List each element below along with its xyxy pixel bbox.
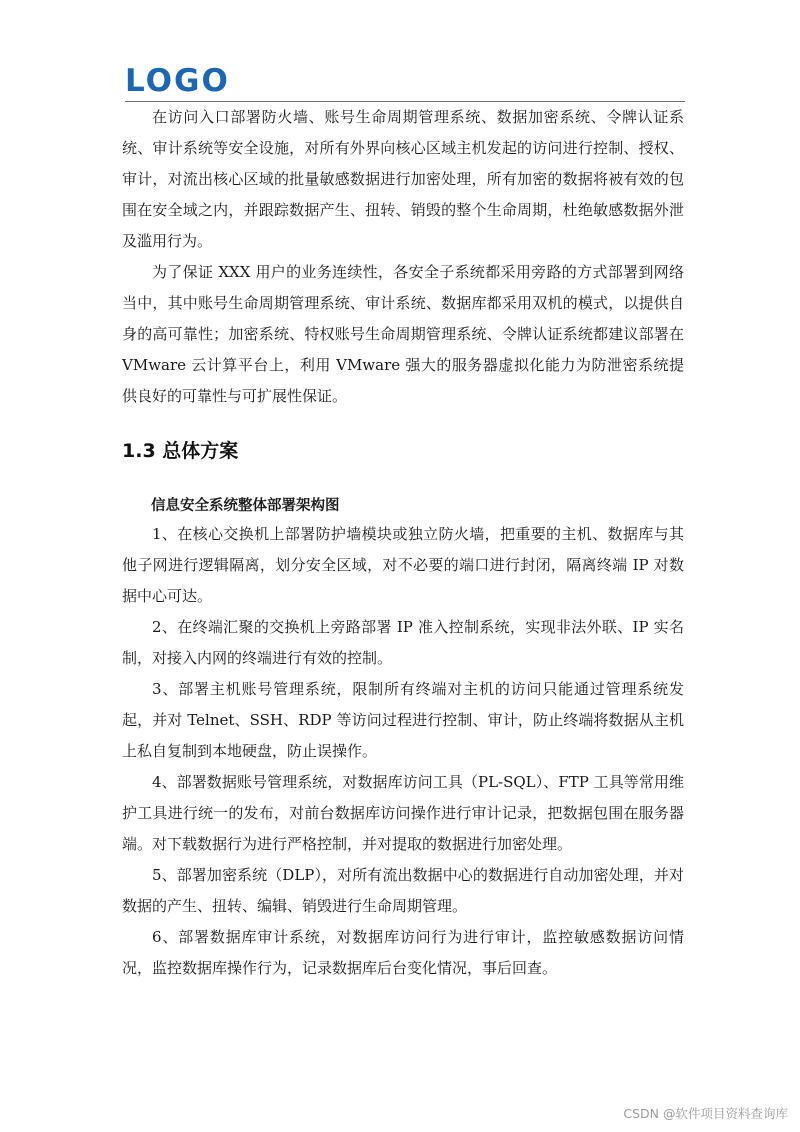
document-body [122, 102, 684, 984]
list-item: 5、部署加密系统（DLP），对所有流出数据中心的数据进行自动加密处理，并对数据的产生、扭转、编辑、销毁进行生命周期管理。 [122, 866, 684, 915]
list-item: 4、部署数据账号管理系统，对数据库访问工具（PL-SQL）、FTP 工具等常用维护工具进行统一的发布，对前台数据库访问操作进行审计记录，把数据包围在服务器端。对下载数据行为进行严格控制，并对提取的数据进行加密处理。 [122, 773, 684, 853]
page-header [125, 60, 685, 102]
list-item: 2、在终端汇聚的交换机上旁路部署 IP 准入控制系统，实现非法外联、IP 实名制，对接入内网的终端进行有效的控制。 [122, 618, 684, 667]
list-item: 6、部署数据库审计系统，对数据库访问行为进行审计，监控敏感数据访问情况，监控数据库操作行为，记录数据库后台变化情况，事后回查。 [122, 928, 684, 977]
section-title: 1.3 总体方案 [122, 440, 239, 462]
logo: LOGO [125, 63, 230, 99]
list-item: 3、部署主机账号管理系统，限制所有终端对主机的访问只能通过管理系统发起，并对 Telnet、SSH、RDP 等访问过程进行控制、审计，防止终端将数据从主机上私自复制到本地硬盘，防止误操作。 [122, 680, 684, 760]
intro-paragraph-1: 在访问入口部署防火墙、账号生命周期管理系统、数据加密系统、令牌认证系统、审计系统等安全设施，对所有外界向核心区域主机发起的访问进行控制、授权、审计，对流出核心区域的批量敏感数据进行加密处理，所有加密的数据将被有效的包围在安全域之内，并跟踪数据产生、扭转、销毁的整个生命周期，杜绝敏感数据外泄及滥用行为。 [122, 108, 684, 250]
watermark: CSDN @软件项目资料查询库 [623, 1106, 788, 1121]
list-item: 1、在核心交换机上部署防护墙模块或独立防火墙，把重要的主机、数据库与其他子网进行逻辑隔离，划分安全区域，对不必要的端口进行封闭，隔离终端 IP 对数据中心可达。 [122, 525, 684, 605]
section-subhead: 信息安全系统整体部署架构图 [151, 498, 340, 514]
intro-paragraph-2: 为了保证 XXX 用户的业务连续性，各安全子系统都采用旁路的方式部署到网络当中，其中账号生命周期管理系统、审计系统、数据库都采用双机的模式，以提供自身的高可靠性；加密系统、特权账号生命周期管理系统、令牌认证系统都建议部署在 VMware 云计算平台上，利用 VMware 强大的服务器虚拟化能力为防泄密系统提供良好的可靠性与可扩展性保证。 [122, 263, 684, 405]
